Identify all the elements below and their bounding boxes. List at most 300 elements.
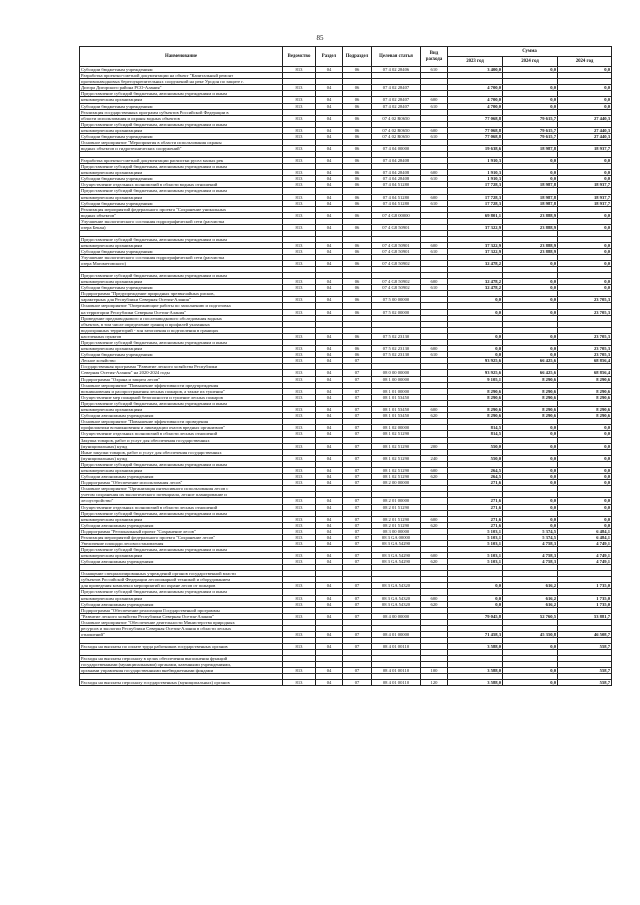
cell-section: 04 [316,358,343,364]
cell-name: Лесное хозяйство [80,358,283,364]
cell-2023: 3 588,0 [448,643,503,649]
cell-subsection: 07 [343,601,372,607]
cell-name: Субсидии бюджетным учреждениям [80,285,283,291]
cell-expense-type: 610 [421,352,448,358]
cell-section: 04 [316,632,343,638]
cell-section: 04 [316,425,343,431]
cell-ministry: 813 [283,346,316,352]
cell-target-article: 07 4 G8 50901 [372,249,421,255]
cell-2024: 18 987,8 [503,182,558,188]
cell-target-article: 08 4 01 00110 [372,667,421,673]
cell-name: некоммерческим организациям [80,407,283,413]
cell-target-article: 07 4 G8 00000 [372,212,421,218]
cell-name: некоммерческим организациям [80,242,283,248]
cell-section: 04 [316,370,343,376]
cell-subsection: 07 [343,528,372,534]
cell-2024: 8 290,6 [503,388,558,394]
cell-section: 04 [316,285,343,291]
cell-subsection: 07 [343,358,372,364]
cell-name: Предоставление субсидий бюджетным, автономным учреждениям и иным [80,121,283,127]
cell-2024-second: 27 440,3 [558,134,612,140]
cell-2024-second: 68 856,4 [558,358,612,364]
cell-2024: 8 290,6 [503,394,558,400]
cell-2023: 1 910,3 [448,158,503,164]
cell-2024: 0,0 [503,522,558,528]
cell-name: некоммерческим организациям [80,346,283,352]
cell-2024-second: 46 508,7 [558,632,612,638]
cell-section: 04 [316,528,343,534]
cell-subsection: 07 [343,455,372,461]
header-expense-type: Вид расхода [421,47,448,67]
cell-2024-second: 0,0 [558,279,612,285]
cell-ministry: 813 [283,333,316,339]
cell-ministry: 813 [283,67,316,73]
cell-subsection: 06 [343,85,372,91]
cell-target-article: 08 1 01 53450 [372,407,421,413]
cell-expense-type: 600 [421,170,448,176]
cell-2023: 77 068,8 [448,115,503,121]
cell-2023: 271,6 [448,480,503,486]
cell-name: Субсидии автономным учреждениям [80,559,283,565]
cell-2024-second: 0,0 [558,261,612,267]
cell-subsection: 07 [343,498,372,504]
cell-target-article: 08 3 GA 00000 [372,535,421,541]
cell-target-article: 07 4 02 28406 [372,67,421,73]
cell-section: 04 [316,535,343,541]
cell-subsection: 06 [343,158,372,164]
cell-subsection: 07 [343,553,372,559]
cell-2024-second: 0,0 [558,516,612,522]
cell-2024: 0,0 [503,261,558,267]
cell-2024-second: 8 290,6 [558,407,612,413]
cell-2023: 4 700,0 [448,103,503,109]
cell-subsection: 07 [343,480,372,486]
cell-name: (муниципальных) нужд [80,455,283,461]
cell-subsection: 06 [343,225,372,231]
cell-2024: 4 758,3 [503,553,558,559]
cell-2023: 264,5 [448,467,503,473]
cell-2024: 23 888,9 [503,249,558,255]
cell-target-article: 07 4 02 R0650 [372,115,421,121]
cell-name: водных объектов и гидротехнических сооружений" [80,146,283,152]
cell-ministry: 813 [283,309,316,315]
cell-ministry: 813 [283,85,316,91]
cell-2023: 93 925,6 [448,358,503,364]
cell-target-article: 08 1 02 51290 [372,431,421,437]
cell-name: озера Магометовского) [80,261,283,267]
cell-section: 04 [316,194,343,200]
cell-2023: 0,0 [448,297,503,303]
cell-2024-second: 0,0 [558,504,612,510]
cell-section: 04 [316,212,343,218]
cell-name: Предоставление субсидий бюджетным, автономным учреждениям и иным [80,188,283,194]
cell-2023: 32 478,2 [448,285,503,291]
cell-name: Субсидии автономным учреждениям [80,601,283,607]
cell-2024-second: 23 705,3 [558,333,612,339]
cell-ministry: 813 [283,134,316,140]
cell-name: Предоставление субсидий бюджетным, автономным учреждениям и иным [80,400,283,406]
cell-2024: 0,0 [503,352,558,358]
cell-2024-second: 0,0 [558,176,612,182]
cell-name: органами управления государственными внебюджетными фондами [80,667,283,673]
cell-expense-type: 600 [421,407,448,413]
cell-target-article: 08 1 02 51290 [372,467,421,473]
cell-subsection: 07 [343,541,372,547]
cell-ministry: 813 [283,498,316,504]
cell-name: некоммерческим организациям [80,279,283,285]
cell-target-article: 07 4 G8 50901 [372,225,421,231]
cell-subsection: 07 [343,394,372,400]
header-subsection: Подраздел [343,47,372,67]
cell-2024: 0,0 [503,103,558,109]
cell-expense-type: 100 [421,667,448,673]
cell-ministry: 813 [283,279,316,285]
cell-2024-second: 27 440,3 [558,127,612,133]
cell-2024-second: 0,0 [558,249,612,255]
cell-name: водных объектов" [80,212,283,218]
cell-target-article: 08 1 02 51290 [372,474,421,480]
cell-section: 04 [316,443,343,449]
cell-name: объектов, в том числе определение границ и профилей указанных [80,321,283,327]
cell-2024-second: 4 749,1 [558,559,612,565]
cell-ministry: 813 [283,431,316,437]
cell-subsection: 07 [343,679,372,685]
cell-expense-type: 610 [421,200,448,206]
cell-section: 04 [316,261,343,267]
cell-2023: 79 045,8 [448,613,503,619]
cell-name: государственными (муниципальными) органами, казенными учреждениями, [80,661,283,667]
cell-name: Расходы на выплаты персоналу государственных (муниципальных) органов [80,679,283,685]
table-body [80,67,612,686]
cell-name: противопаводковых берегоукрепительных сооружений на реке Урсдон по защите г. [80,79,283,85]
cell-2023: 17 728,3 [448,200,503,206]
cell-ministry: 813 [283,176,316,182]
cell-name: (муниципальных) нужд [80,443,283,449]
header-name: Наименование [80,47,283,67]
cell-2023: 71 458,3 [448,632,503,638]
cell-target-article: 08 3 00 00000 [372,528,421,534]
cell-2023: 4 700,0 [448,97,503,103]
cell-target-article: 08 2 01 51290 [372,522,421,528]
cell-2024-second: 1 735,0 [558,601,612,607]
cell-2023: 5 103,1 [448,535,503,541]
cell-name: Иные закупки товаров, работ и услуг для обеспечения государственных [80,449,283,455]
cell-target-article: 07 4 04 28408 [372,176,421,182]
cell-2023: 32 478,2 [448,279,503,285]
cell-2023: 8 290,6 [448,407,503,413]
cell-2024: 5 374,5 [503,535,558,541]
cell-2024: 18 987,8 [503,194,558,200]
cell-target-article: 07 5 00 00000 [372,297,421,303]
cell-2023: 37 322,9 [448,225,503,231]
cell-name: некоммерческим организациям [80,170,283,176]
cell-ministry: 813 [283,553,316,559]
cell-2024-second: 0,0 [558,225,612,231]
cell-name: Основное мероприятие "Обеспечение деятельности Министерства природных [80,619,283,625]
cell-ministry: 813 [283,535,316,541]
cell-name: Предоставление субсидий бюджетным, автономным учреждениям и иным [80,589,283,595]
cell-name: Предоставление субсидий бюджетным, автономным учреждениям и иным [80,340,283,346]
cell-2024: 23 888,9 [503,212,558,218]
cell-section: 04 [316,679,343,685]
cell-2024-second: 27 440,3 [558,115,612,121]
cell-2023: 271,6 [448,516,503,522]
cell-target-article: 07 4 04 51280 [372,200,421,206]
header-year-2024-second: 2024 год [558,57,612,67]
cell-target-article: 08 3 GA 54320 [372,583,421,589]
cell-2024: 0,0 [503,85,558,91]
cell-2024: 0,0 [503,516,558,522]
cell-ministry: 813 [283,225,316,231]
cell-2023: 37 322,9 [448,249,503,255]
cell-ministry: 813 [283,103,316,109]
cell-2024: 0,0 [503,431,558,437]
cell-2024: 23 888,9 [503,242,558,248]
cell-section: 04 [316,146,343,152]
cell-2024-second: 18 937,7 [558,182,612,188]
cell-subsection: 06 [343,212,372,218]
cell-ministry: 813 [283,667,316,673]
cell-name: Осуществление отдельных полномочий в области лесных отношений [80,504,283,510]
cell-section: 04 [316,667,343,673]
cell-name: Оснащение специализированных учреждений органов государственной власти [80,571,283,577]
cell-subsection: 07 [343,443,372,449]
cell-subsection: 06 [343,115,372,121]
cell-target-article: 08 3 GA 54320 [372,601,421,607]
cell-ministry: 813 [283,474,316,480]
cell-name: Дигора Дигорского района РСО-Алания" [80,85,283,91]
cell-name: возникновения и распространения лесных пожаров, а также их тушения" [80,388,283,394]
cell-name: Проведение предпаводкового и послепаводкового обследования водных [80,315,283,321]
cell-expense-type: 600 [421,279,448,285]
cell-2024: 0,0 [503,679,558,685]
cell-section: 04 [316,352,343,358]
cell-ministry: 813 [283,522,316,528]
cell-section: 04 [316,346,343,352]
cell-2024: 66 425,6 [503,358,558,364]
cell-expense-type: 600 [421,127,448,133]
cell-subsection: 06 [343,333,372,339]
cell-name: Подпрограмма "Предупреждение природных чрезвычайных рисков, [80,291,283,297]
cell-2023: 8 290,6 [448,413,503,419]
cell-2024: 0,0 [503,158,558,164]
cell-name: Закупка товаров, работ и услуг для обеспечения государственных [80,437,283,443]
cell-subsection: 06 [343,242,372,248]
cell-section: 04 [316,200,343,206]
cell-section: 04 [316,467,343,473]
cell-subsection: 06 [343,67,372,73]
cell-2024: 0,0 [503,643,558,649]
cell-name: Основное мероприятие "Мероприятия в области использования охраны [80,140,283,146]
header-target-article: Целевая статья [372,47,421,67]
cell-2024: 79 615,7 [503,127,558,133]
cell-2023: 0,0 [448,333,503,339]
cell-name: Подпрограмма "Обеспечение использования лесов" [80,480,283,486]
cell-2024: 66 425,6 [503,370,558,376]
cell-subsection: 07 [343,407,372,413]
cell-2024-second: 23 705,3 [558,346,612,352]
cell-2024-second: 0,0 [558,522,612,528]
cell-2023: 0,0 [448,601,503,607]
cell-name: Субсидии бюджетным учреждениям [80,103,283,109]
cell-name: профилактики возникновения и ликвидации очагов вредных организмов" [80,425,283,431]
cell-2024: 23 888,9 [503,225,558,231]
cell-name: Основное мероприятие "Повышение эффективности предупреждения [80,382,283,388]
cell-section: 04 [316,333,343,339]
cell-expense-type: 200 [421,443,448,449]
cell-expense-type: 600 [421,595,448,601]
cell-2024-second: 6 484,1 [558,535,612,541]
cell-name: Основное мероприятие "Опережающие работы по заполнению и подготовка [80,303,283,309]
cell-2023: 3 588,0 [448,667,503,673]
cell-ministry: 813 [283,388,316,394]
cell-section: 04 [316,103,343,109]
cell-subsection: 06 [343,249,372,255]
cell-2023: 32 478,2 [448,261,503,267]
cell-section: 04 [316,376,343,382]
cell-2023: 17 728,3 [448,194,503,200]
cell-2024-second: 23 705,3 [558,309,612,315]
cell-ministry: 813 [283,613,316,619]
cell-ministry: 813 [283,97,316,103]
cell-expense-type: 620 [421,601,448,607]
cell-2023: 5 103,1 [448,541,503,547]
cell-subsection: 07 [343,667,372,673]
cell-ministry: 813 [283,516,316,522]
cell-2024-second: 6 484,1 [558,528,612,534]
cell-section: 04 [316,225,343,231]
cell-ministry: 813 [283,297,316,303]
cell-name: некоммерческим организациям [80,467,283,473]
cell-2024-second: 8 290,6 [558,388,612,394]
cell-name: Расходы на выплаты персоналу в целях обеспечения выполнения функций [80,655,283,661]
cell-2024-second: 0,0 [558,170,612,176]
cell-section: 04 [316,115,343,121]
cell-2023: 0,0 [448,309,503,315]
cell-section: 04 [316,474,343,480]
header-year-2023: 2023 год [448,57,503,67]
cell-target-article: 08 2 00 00000 [372,480,421,486]
cell-2024-second: 0,0 [558,285,612,291]
cell-2023: 1 910,3 [448,176,503,182]
cell-2024-second: 53 881,7 [558,613,612,619]
cell-2024: 18 987,8 [503,146,558,152]
cell-expense-type: 620 [421,522,448,528]
cell-section: 04 [316,67,343,73]
cell-ministry: 813 [283,595,316,601]
cell-2024-second: 0,0 [558,498,612,504]
cell-expense-type: 600 [421,97,448,103]
cell-2024: 79 615,7 [503,115,558,121]
header-year-2024: 2024 год [503,57,558,67]
cell-subsection: 07 [343,559,372,565]
cell-ministry: 813 [283,212,316,218]
cell-2024-second: 558,7 [558,667,612,673]
cell-subsection: 07 [343,632,372,638]
cell-name: Разработка проектно-сметной документации на объект "Капитальный ремонт [80,73,283,79]
cell-2024: 0,0 [503,170,558,176]
cell-2024: 616,2 [503,601,558,607]
cell-name: характерных для Республики Северная Осетия-Алания" [80,297,283,303]
cell-target-article: 08 2 01 51290 [372,516,421,522]
cell-name: водоохранных территорий - зон затопления и подтопления в границах [80,327,283,333]
cell-name: Реализация мероприятий федерального проекта "Сохранение уникальных [80,206,283,212]
cell-2023: 69 801,1 [448,212,503,218]
cell-target-article: 07 4 02 R0650 [372,127,421,133]
cell-subsection: 06 [343,103,372,109]
cell-2023: 93 925,6 [448,370,503,376]
cell-target-article: 07 4 02 28407 [372,85,421,91]
cell-expense-type: 600 [421,516,448,522]
cell-expense-type: 120 [421,679,448,685]
cell-name: Осуществление отдельных полномочий в области лесных отношений [80,431,283,437]
cell-2024-second: 8 290,6 [558,376,612,382]
cell-subsection: 07 [343,467,372,473]
cell-2024: 0,0 [503,97,558,103]
cell-section: 04 [316,559,343,565]
cell-2023: 37 322,9 [448,242,503,248]
cell-2024-second: 0,0 [558,158,612,164]
table-row [80,679,612,685]
cell-section: 04 [316,85,343,91]
cell-name: Предоставление субсидий бюджетным, автономным учреждениям и иным [80,236,283,242]
cell-2024: 0,0 [503,455,558,461]
cell-subsection: 06 [343,297,372,303]
cell-2023: 4 700,0 [448,85,503,91]
cell-2024: 8 290,6 [503,413,558,419]
cell-2024: 0,0 [503,346,558,352]
cell-name: Субсидии бюджетным учреждениям [80,176,283,182]
cell-name: отношений" [80,632,283,638]
cell-name: Осуществление мер пожарной безопасности и тушение лесных пожаров [80,394,283,400]
cell-target-article: 08 3 GA 54290 [372,559,421,565]
cell-target-article: 08 1 01 53450 [372,394,421,400]
cell-expense-type: 620 [421,559,448,565]
cell-target-article: 07 4 04 51280 [372,182,421,188]
cell-section: 04 [316,176,343,182]
cell-name: Субсидии бюджетным учреждениям [80,134,283,140]
cell-target-article: 07 4 04 51280 [372,194,421,200]
cell-name: некоммерческим организациям [80,595,283,601]
cell-target-article: 08 1 02 51290 [372,443,421,449]
cell-name: Разработка проектно-сметной документации расчистки русел малых рек [80,158,283,164]
cell-subsection: 07 [343,370,372,376]
cell-ministry: 813 [283,194,316,200]
page-number: 85 [316,34,324,42]
cell-2024: 0,0 [503,297,558,303]
cell-ministry: 813 [283,285,316,291]
cell-name: озера Бекан) [80,225,283,231]
cell-section: 04 [316,498,343,504]
cell-2024-second: 18 937,7 [558,146,612,152]
cell-name: Субсидии бюджетным учреждениям [80,67,283,73]
cell-name: Основное мероприятие "Повышение эффективности проведения [80,419,283,425]
cell-2023: 550,0 [448,443,503,449]
cell-subsection: 07 [343,535,372,541]
cell-name: Предоставление субсидий бюджетным, автономным учреждениям и иным [80,547,283,553]
cell-2024-second: 0,0 [558,467,612,473]
cell-2024-second: 23 705,3 [558,297,612,303]
cell-2023: 1 910,3 [448,170,503,176]
cell-2024: 0,0 [503,467,558,473]
cell-target-article: 07 4 G8 50901 [372,242,421,248]
cell-subsection: 07 [343,595,372,601]
cell-name: Улучшение экологического состояния гидрографической сети (расчистка [80,255,283,261]
cell-2023: 77 068,8 [448,134,503,140]
cell-name: некоммерческим организациям [80,516,283,522]
cell-expense-type: 620 [421,474,448,480]
cell-subsection: 07 [343,504,372,510]
